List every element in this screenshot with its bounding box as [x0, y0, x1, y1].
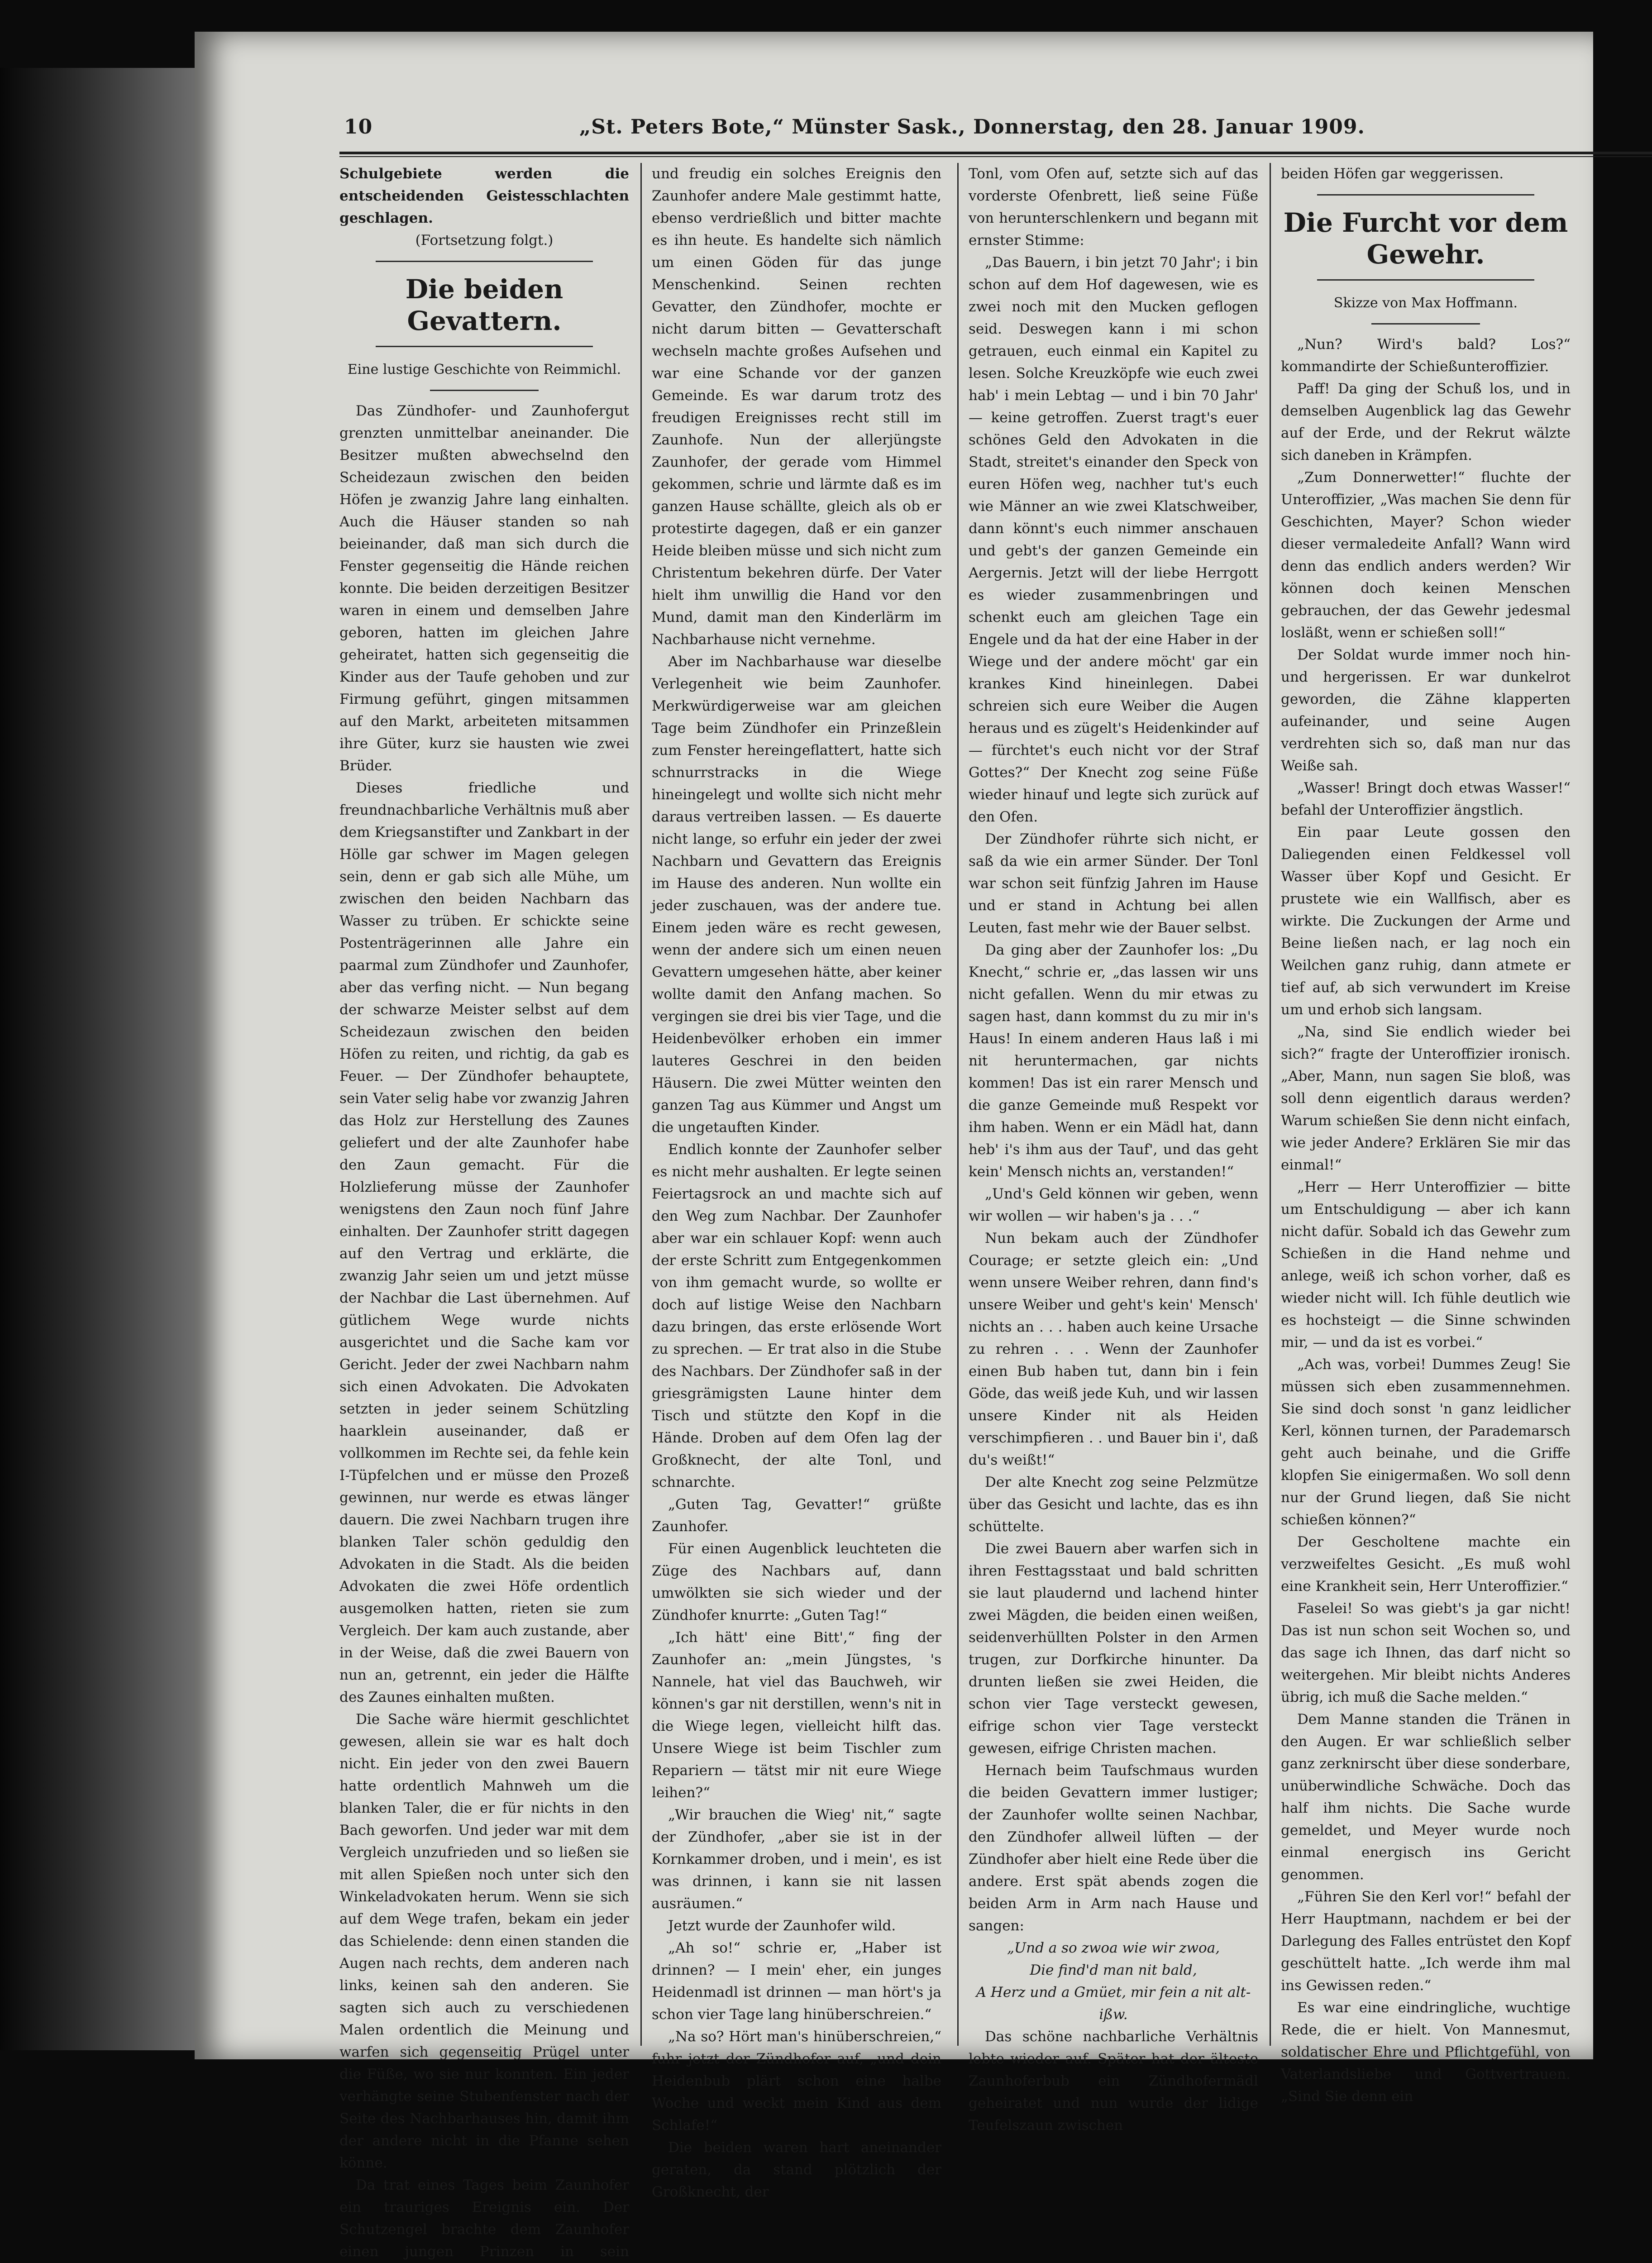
paragraph: Ein paar Leute gossen den Daliegenden einen Feldkessel voll Wasser über Kopf und Gesicht. Er prustete wie ein Wallfisch, aber es wirkte. Die Zuckungen der Arme und Beine ließen nach, er lag noch ein Weilchen ganz ruhig, dann atmete er tief auf, ab sich verwundert im Kreise um und erhob sich langsam. [1281, 824, 1571, 1018]
paragraph: beiden Höfen gar weggerissen. [1281, 166, 1504, 182]
column-4 [1281, 163, 1571, 2105]
section-rule [376, 346, 593, 347]
paragraph: „Na, sind Sie endlich wieder bei sich?“ fragte der Unteroffizier ironisch. „Aber, Mann, nun sagen Sie bloß, was soll denn eigentlich daraus werden? Warum schießen Sie denn nicht einfach, wie jeder Andere? Erklären Sie mir das einmal!“ [1281, 1024, 1571, 1173]
paragraph: „Führen Sie den Kerl vor!“ befahl der Herr Hauptmann, nachdem er bei der Darlegung des Falles entrüstet den Kopf geschüttelt hatte. „Ich werde ihm mal ins Gewissen reden.“ [1281, 1889, 1571, 1994]
paragraph: Der alte Knecht zog seine Pelzmütze über das Gesicht und lachte, das es ihn schüttelte. [969, 1474, 1258, 1535]
paragraph: „Guten Tag, Gevatter!“ grüßte Zaunhofer. [652, 1496, 941, 1535]
paragraph: „Na so? Hört man's hinüberschreien,“ fuhr jetzt der Zündhofer auf, „und dein Heidenbub plärt schon eine halbe Woche und weckt mein Kind aus dem Schlafe!“ [652, 2029, 941, 2134]
intro-text: Schulgebiete werden die entscheidenden Geistesschlachten geschlagen. [339, 166, 629, 226]
section-rule [1317, 194, 1534, 196]
paragraph: Der Zündhofer rührte sich nicht, er saß da wie ein armer Sünder. Der Tonl war schon seit fünfzig Jahren im Hause und er stand in Achtung bei allen Leuten, fast mehr wie der Bauer selbst. [969, 831, 1258, 936]
paragraph: „Und's Geld können wir geben, wenn wir wollen — wir haben's ja . . .“ [969, 1186, 1258, 1224]
column-2 [652, 163, 941, 2200]
poem-line: ißw. [1099, 2006, 1128, 2023]
paragraph: Da ging aber der Zaunhofer los: „Du Knecht,“ schrie er, „das lassen wir uns nicht gefallen. Wenn du mir etwas zu sagen hast, dann kommst du zu mir in's Haus! In einem anderen Haus laß i mi nit heruntermachen, gar nichts kommen! Das ist ein rarer Mensch und die ganze Gemeinde muß Respekt vor ihm haben. Wenn er ein Mädl hat, dann heb' i's ihm aus der Tauf', und das geht kein' Mensch nichts an, verstanden!“ [969, 942, 1258, 1180]
paragraph: „Nun? Wird's bald? Los?“ kommandirte der Schießunteroffizier. [1281, 336, 1571, 375]
paragraph: Der Gescholtene machte ein verzweifeltes Gesicht. „Es muß wohl eine Krankheit sein, Herr Unteroffizier.“ [1281, 1534, 1571, 1595]
header-rule-thin [339, 156, 1652, 157]
column-1 [339, 163, 629, 2260]
paragraph: „Wasser! Bringt doch etwas Wasser!“ befahl der Unteroffizier ängstlich. [1281, 780, 1571, 818]
section-rule [1371, 323, 1480, 325]
newspaper-page [195, 32, 1593, 2260]
paragraph: „Zum Donnerwetter!“ fluchte der Unteroffizier, „Was machen Sie denn für Geschichten, Mayer? Schon wieder dieser vermaledeite Anfall? Wann wird denn das endlich anders werden? Wir können doch keinen Menschen gebrauchen, der das Gewehr jedesmal losläßt, wenn er schießen soll!“ [1281, 469, 1571, 641]
paragraph: „Ach was, vorbei! Dummes Zeug! Sie müssen sich eben zusammennehmen. Sie sind doch sonst 'n ganz leidlicher Kerl, können turnen, der Parademarsch geht auch beinahe, und die Griffe klopfen Sie einigermaßen. Wo soll denn nur der Grund liegen, daß Sie nicht schießen können?“ [1281, 1356, 1571, 1528]
paragraph: Tonl, vom Ofen auf, setzte sich auf das vorderste Ofenbrett, ließ seine Füße von herunterschlenkern und begann mit ernster Stimme: [969, 166, 1258, 248]
paragraph: „Herr — Herr Unteroffizier — bitte um Entschuldigung — aber ich kann nicht dafür. Sobald ich das Gewehr zum Schießen in die Hand nehme und anlege, weiß ich schon vorher, daß es wieder nicht will. Ich fühle deutlich wie es hochsteigt — die Sinne schwinden mir, — und da ist es vorbei.“ [1281, 1179, 1571, 1351]
story-subtitle: Skizze von Max Hoffmann. [1333, 295, 1518, 311]
paragraph: Faselei! So was giebt's ja gar nicht! Das ist nun schon seit Wochen so, und das sage ich Ihnen, das darf nicht so weitergehen. Mir bleibt nichts Anderes übrig, ich muß die Sache melden.“ [1281, 1600, 1571, 1705]
story-title: Die beiden Gevattern. [405, 274, 563, 336]
header-rule [339, 152, 1652, 154]
paragraph: „Ich hätt' eine Bitt',“ fing der Zaunhofer an: „mein Jüngstes, 's Nannele, hat viel das Bauchweh, wir können's gar nit derstillen, wenn's nit in die Wiege legen, vielleicht hilft das. Unsere Wiege ist beim Tischler zum Repariern — tätst mir nit eure Wiege leihen?“ [652, 1629, 941, 1801]
masthead-line: „St. Peters Bote,“ Münster Sask., Donnerstag, den 28. Januar 1909. [579, 115, 1365, 138]
paragraph: Dieses friedliche und freundnachbarliche Verhältnis muß aber dem Kriegsanstifter und Zankbart in der Hölle gar schwer im Magen gelegen sein, denn er gab sich alle Mühe, um zwischen den beiden Nachbarn das Wasser zu trüben. Er schickte seine Postenträgerinnen alle Jahre ein paarmal zum Zündhofer und Zaunhofer, aber das verfing nicht. — Nun begang der schwarze Meister selbst auf dem Scheidezaun zwischen den beiden Höfen zu reiten, und richtig, da gab es Feuer. — Der Zündhofer behauptete, sein Vater selig habe vor zwanzig Jahren das Holz zur Herstellung des Zaunes geliefert und der alte Zaunhofer habe den Zaun gemacht. Für die Holzlieferung müsse der Zaunhofer wenigstens den Zaun noch fünf Jahre einhalten. Der Zaunhofer stritt dagegen auf den Vertrag und erklärte, die zwanzig Jahr seien um und jetzt müsse der Nachbar die Last übernehmen. Auf gütlichem Wege wurde nichts ausgerichtet und die Sache kam vor Gericht. Jeder der zwei Nachbarn nahm sich einen Advokaten. Die Advokaten setzten in jeder seinem Schützling haarklein auseinander, daß er vollkommen im Rechte sei, da fehle kein I-Tüpfelchen und er müsse den Prozeß gewinnen, nur werde es etwas länger dauern. Die zwei Nachbarn trugen ihre blanken Taler schön geduldig den Advokaten in die Stadt. Als die beiden Advokaten die zwei Höfe ordentlich ausgemolken hatten, rieten sie zum Vergleich. Der kam auch zustande, aber in der Weise, daß die zwei Bauern von nun an, getrennt, ein jeder die Hälfte des Zaunes einhalten mußten. [339, 780, 629, 1705]
column-divider [640, 163, 642, 2046]
paragraph: Da trat eines Tages beim Zaunhofer ein trauriges Ereignis ein. Der Schutzengel brachte dem Zaunhofer einen jungen Prinzen in sein [339, 2177, 629, 2260]
paragraph: Die zwei Bauern aber warfen sich in ihren Festtagsstaat und bald schritten sie laut plaudernd und lachend hinter zwei Mägden, die beiden einen weißen, seidenverhüllten Polster in den Armen trugen, zur Dorfkirche hinunter. Da drunten ließen sie zwei Heiden, die schon vier Tage versteckt gewesen, eifrige schon vier Tage versteckt gewesen, eifrige Christen machen. [969, 1541, 1258, 1757]
paragraph: Paff! Da ging der Schuß los, und in demselben Augenblick lag das Gewehr auf der Erde, und der Rekrut wälzte sich daneben in Krämpfen. [1281, 381, 1571, 463]
paragraph: Die Sache wäre hiermit geschlichtet gewesen, allein sie war es halt doch nicht. Ein jeder von den zwei Bauern hatte ordentlich Mahnweh um die blanken Taler, die er für nichts in den Bach geworfen. Und jeder war mit dem Vergleich unzufrieden und so ließen sie mit allen Spießen noch unter sich den Winkeladvokaten herum. Wenn sie sich auf dem Wege trafen, bekam ein jeder das Schielende: denn einen standen die Augen nach rechts, dem anderen nach links, keinen sah den anderen. Sie sagten sich auch zu verschiedenen Malen ordentlich die Meinung und warfen sich gegenseitig Prügel unter die Füße, wo sie nur konnten. Ein jeder verhängte seine Stubenfenster nach der Seite des Nachbarhauses hin, damit ihm der andere nicht in die Pfanne sehen könne. [339, 1711, 629, 2171]
paragraph: Aber im Nachbarhause war dieselbe Verlegenheit wie beim Zaunhofer. Merkwürdigerweise war am gleichen Tage beim Zündhofer ein Prinzeßlein zum Fenster hereingeflattert, hatte sich schnurrstracks in die Wiege hineingelegt und wollte sich nicht mehr daraus vertreiben lassen. — Es dauerte nicht lange, so erfuhr ein jeder der zwei Nachbarn und Gevattern das Ereignis im Hause des anderen. Nun wollte ein jeder zuschauen, was der andere tue. Einem jeden wäre es recht gewesen, wenn der andere sich um einen neuen Gevattern umgesehen hätte, aber keiner wollte damit den Anfang machen. So vergingen sie drei bis vier Tage, und die Heidenbevölker erhoben ein immer lauteres Geschrei in den beiden Häusern. Die zwei Mütter weinten den ganzen Tag aus Kümmer und Angst um die ungetauften Kinder. [652, 654, 941, 1136]
column-divider [1270, 163, 1271, 2046]
paragraph: Das Zündhofer- und Zaunhofergut grenzten unmittelbar aneinander. Die Besitzer mußten abwechselnd den Scheidezaun zwischen den beiden Höfen je zwanzig Jahre lang einhalten. Auch die Häuser standen so nah beieinander, daß man sich durch die Fenster gegenseitig die Hände reichen konnte. Die beiden derzeitigen Besitzer waren in einem und demselben Jahre geboren, hatten im gleichen Jahre geheiratet, hatten sich gegenseitig die Kinder aus der Taufe gehoben und zur Firmung geführt, gingen mitsammen auf den Markt, arbeiteten mitsammen ihre Güter, kurz sie hausten wie zwei Brüder. [339, 403, 629, 774]
poem-line: „Und a so zwoa wie wir zwoa, [1007, 1940, 1220, 1956]
poem-line: Die find'd man nit bald, [1030, 1962, 1197, 1978]
paragraph: Die beiden waren hart aneinander geraten, da stand plötzlich der Großknecht, der [652, 2139, 941, 2200]
story-title: Die Furcht vor dem Gewehr. [1283, 207, 1568, 270]
paragraph: Endlich konnte der Zaunhofer selber es nicht mehr aushalten. Er legte seinen Feiertagsrock an und machte sich auf den Weg zum Nachbar. Der Zaunhofer aber war ein schlauer Kopf: wenn auch der erste Schritt zum Entgegenkommen von ihm gemacht wurde, so wollte er doch auf listige Weise den Nachbarn dazu bringen, das erste erlösende Wort zu sprechen. — Er trat also in die Stube des Nachbars. Der Zündhofer saß in der griesgrämigsten Laune hinter dem Tisch und stützte den Kopf in die Hände. Droben auf dem Ofen lag der Großknecht, der alte Tonl, und schnarchte. [652, 1141, 941, 1490]
page-number: 10 [344, 115, 373, 138]
paragraph: Das schöne nachbarliche Verhältnis lebte wieder auf. Später hat der älteste Zaunhoferbub ein Zündhofermädl geheiratet und nun wurde der lidige Teufelszaun zwischen [969, 2029, 1258, 2134]
column-3 [969, 163, 1258, 2134]
section-rule [376, 261, 593, 262]
paragraph: Für einen Augenblick leuchteten die Züge des Nachbars auf, dann umwölkten sie sich wieder und der Zündhofer knurrte: „Guten Tag!“ [652, 1541, 941, 1623]
paragraph: Der Soldat wurde immer noch hin- und hergerissen. Er war dunkelrot geworden, die Zähne klapperten aufeinander, und seine Augen verdrehten sich so, daß man nur das Weiße sah. [1281, 647, 1571, 774]
paragraph: „Ah so!“ schrie er, „Haber ist drinnen? — I mein' eher, ein junges Heidenmadl ist drinnen — man hört's ja schon vier Tage lang hinüberschreien.“ [652, 1940, 941, 2023]
story-subtitle: Eine lustige Geschichte von Reimmichl. [347, 362, 621, 377]
paragraph: Dem Manne standen die Tränen in den Augen. Er war schließlich selber ganz zerknirscht über diese sonderbare, unüberwindliche Schwäche. Doch das half ihm nichts. Die Sache wurde gemeldet, und Meyer wurde noch einmal energisch ins Gericht genommen. [1281, 1711, 1571, 1883]
paragraph: Hernach beim Taufschmaus wurden die beiden Gevattern immer lustiger; der Zaunhofer wollte seinen Nachbar, den Zündhofer allweil lüften — der Zündhofer aber hielt eine Rede über die andere. Erst spät abends zogen die beiden Arm in Arm nach Hause und sangen: [969, 1762, 1258, 1934]
poem-line: A Herz und a Gmüet, mir fein a nit alt- [976, 1984, 1251, 2000]
paragraph: „Das Bauern, i bin jetzt 70 Jahr'; i bin schon auf dem Hof dagewesen, wie es zwei noch mit den Mucken geflogen seid. Deswegen kann i mi schon getrauen, euch einmal ein Kapitel zu lesen. Solche Kreuzköpfe wie euch zwei hab' i mein Lebtag — und i bin 70 Jahr' — keine getroffen. Zuerst tragt's euer schönes Geld den Advokaten in die Stadt, streitet's einander den Speck von euren Höfen weg, nachher tut's euch wie Männer an wie zwei Klatschweiber, dann könnt's euch nimmer anschauen und gebt's der ganzen Gemeinde ein Aergernis. Jetzt will der liebe Herrgott es wieder zusammenbringen und schenkt euch am gleichen Tage ein Engele und da hat der eine Haber in der Wiege und der andere möcht' gar ein krankes Kind hineinlegen. Dabei schreien sich eure Weiber die Augen heraus und es zügelt's Heidenkinder auf — fürchtet's euch nicht vor der Straf Gottes?“ Der Knecht zog seine Füße wieder hinauf und legte sich zurück auf den Ofen. [969, 254, 1258, 825]
paragraph: Es war eine eindringliche, wuchtige Rede, die er hielt. Von Mannesmut, soldatischer Ehre und Pflichtgefühl, von Vaterlandsliebe und Gottvertrauen. „Sind Sie denn ein [1281, 2000, 1571, 2105]
paragraph: Nun bekam auch der Zündhofer Courage; er setzte gleich ein: „Und wenn unsere Weiber rehren, dann find's unsere Weiber und geht's kein' Mensch' nichts an . . . haben auch keine Ursache zu rehren . . . Wenn der Zaunhofer einen Bub haben tut, dann bin i fein Göde, das weiß jede Kuh, und wir lassen unsere Kinder nit als Heiden verschimpfieren . . und Bauer bin i', daß du's weißt!“ [969, 1230, 1258, 1468]
section-rule [1317, 279, 1534, 281]
section-rule [430, 390, 539, 391]
column-divider [957, 163, 959, 2046]
continued-note: (Fortsetzung folgt.) [415, 232, 554, 248]
paragraph: und freudig ein solches Ereignis den Zaunhofer andere Male gestimmt hatte, ebenso verdrießlich und bitter machte es ihn heute. Es handelte sich nämlich um einen Göden für das junge Menschenkind. Seinen rechten Gevatter, den Zündhofer, mochte er nicht darum bitten — Gevatterschaft wechseln machte großes Aufsehen und war eine Schande vor der ganzen Gemeinde. Es war darum trotz des freudigen Ereignisses recht still im Zaunhofe. Nun der allerjüngste Zaunhofer, der gerade vom Himmel gekommen, schrie und lärmte daß es im ganzen Hause schällte, gleich als ob er protestirte dagegen, daß er ein ganzer Heide bleiben müsse und sich nicht zum Christentum bekehren dürfe. Der Vater hielt ihm unwillig die Hand vor den Mund, damit man den Kinderlärm im Nachbarhause nicht vernehme. [652, 166, 941, 648]
paragraph: Jetzt wurde der Zaunhofer wild. [668, 1918, 896, 1934]
book-spine-edge [0, 68, 195, 2050]
paragraph: „Wir brauchen die Wieg' nit,“ sagte der Zündhofer, „aber sie ist in der Kornkammer droben, und i mein', es ist was drinnen, i kann sie nit lassen ausräumen.“ [652, 1807, 941, 1912]
